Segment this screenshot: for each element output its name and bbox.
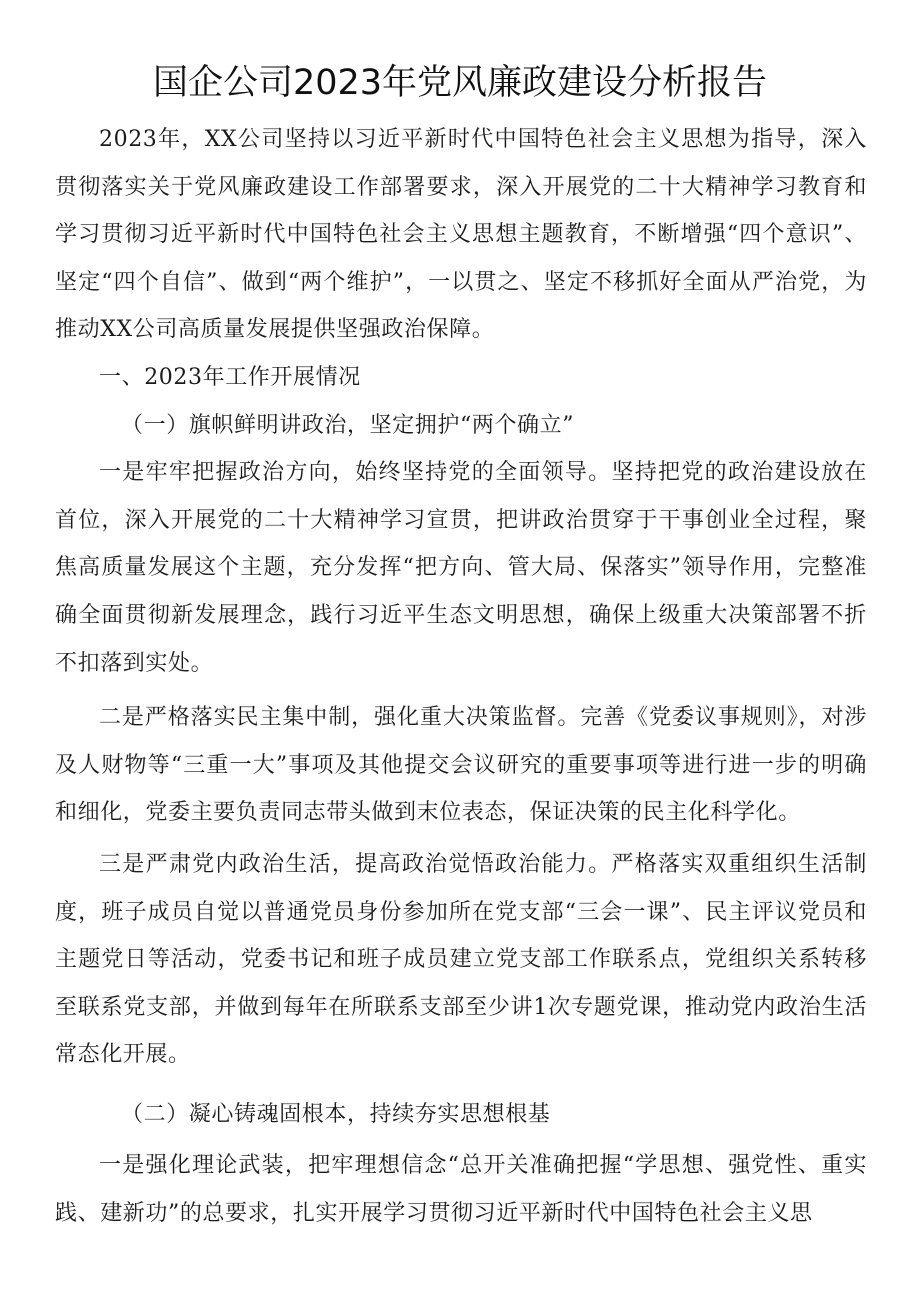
document-title: 国企公司2023年党风廉政建设分析报告 [152,63,768,103]
document-body [55,116,867,1238]
paragraph-point-1: 一是牢牢把握政治方向，始终坚持党的全面领导。坚持把党的政治建设放在首位，深入开展党的二十大精神学习宣贯，把讲政治贯穿于干事创业全过程，聚焦高质量发展这个主题，充分发挥“把方向、管大局、保落实”领导作用，完整准确全面贯彻新发展理念，践行习近平生态文明思想，确保上级重大决策部署不折不扣落到实处。 [55,460,867,676]
paragraph-point-4: 一是强化理论武装，把牢理想信念“总开关准确把握“学思想、强党性、重实践、建新功”的总要求，扎实开展学习贯彻习近平新时代中国特色社会主义思 [55,1153,867,1227]
subsection-heading-2: （二）凝心铸魂固根本，持续夯实思想根基 [121,1101,551,1127]
intro-paragraph: 2023年，XX公司坚持以习近平新时代中国特色社会主义思想为指导，深入贯彻落实关于党风廉政建设工作部署要求，深入开展党的二十大精神学习教育和学习贯彻习近平新时代中国特色社会主义思想主题教育，不断增强“四个意识”、坚定“四个自信”、做到“两个维护”，一以贯之、坚定不移抓好全面从严治党，为推动XX公司高质量发展提供坚强政治保障。 [55,127,867,343]
paragraph-point-3: 三是严肃党内政治生活，提高政治觉悟政治能力。严格落实双重组织生活制度，班子成员自觉以普通党员身份参加所在党支部“三会一课”、民主评议党员和主题党日等活动，党委书记和班子成员建立党支部工作联系点，党组织关系转移至联系党支部，并做到每年在所联系支部至少讲1次专题党课，推动党内政治生活常态化开展。 [55,851,867,1068]
paragraph-point-2: 二是严格落实民主集中制，强化重大决策监督。完善《党委议事规则》，对涉及人财物等“三重一大”事项及其他提交会议研究的重要事项等进行进一步的明确和细化，党委主要负责同志带头做到末位表态，保证决策的民主化科学化。 [55,705,867,826]
subsection-heading-1: （一）旗帜鲜明讲政治，坚定拥护“两个确立” [121,412,575,438]
section-heading-1: 一、2023年工作开展情况 [99,364,361,390]
